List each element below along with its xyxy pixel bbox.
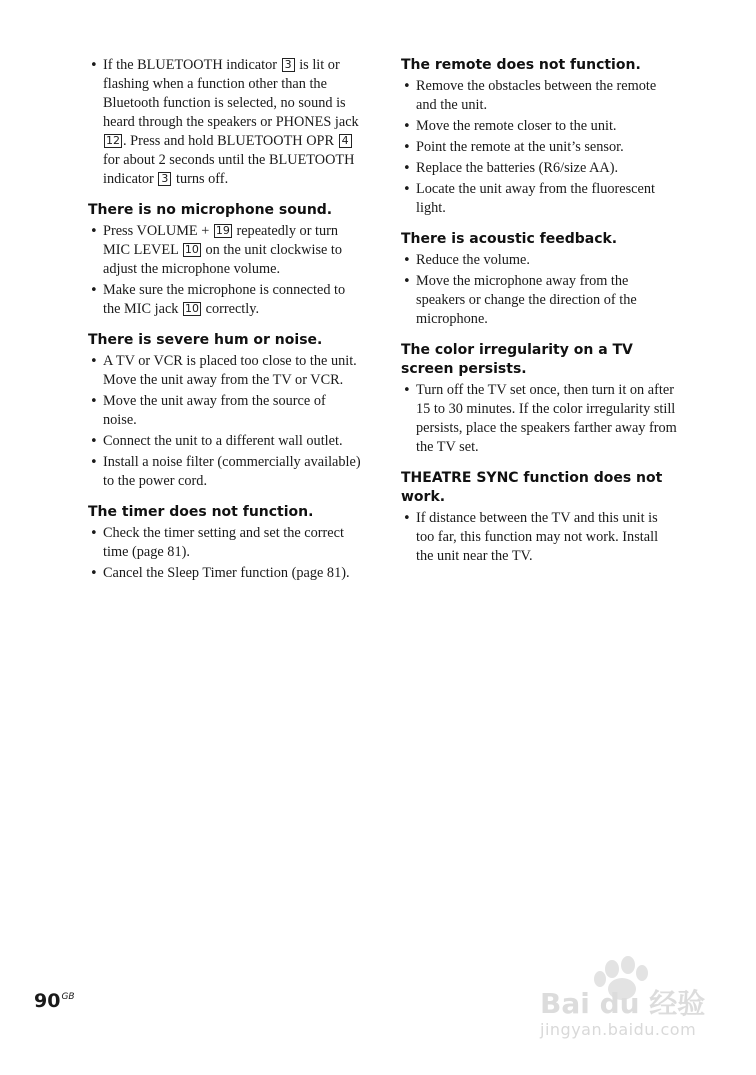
list-item: • Move the microphone away from the speakers or change the direction of the microphone. [403, 273, 637, 327]
watermark-url: jingyan.baidu.com [540, 1020, 697, 1039]
list-item: • Install a noise filter (commercially available) to the power cord. [90, 454, 361, 489]
key-marker: 10 [185, 302, 200, 315]
bullet-icon: • [403, 161, 411, 176]
right-column [401, 56, 679, 578]
list-item: • If distance between the TV and this unit is too far, this function may not work. Install the unit near the TV. [403, 510, 659, 564]
bullet-icon: • [90, 283, 98, 298]
bullet-icon: • [90, 224, 98, 239]
list-item: • Remove the obstacles between the remote and the unit. [403, 78, 657, 113]
bullet-icon: • [90, 455, 98, 470]
bullet-icon: • [403, 383, 411, 398]
key-marker: 19 [215, 224, 230, 237]
bullet-icon: • [403, 140, 411, 155]
bullet-icon: • [403, 119, 411, 134]
key-marker: 3 [282, 58, 295, 72]
section-heading: There is acoustic feedback. [401, 231, 618, 247]
section-heading: The timer does not function. [88, 504, 314, 520]
page-number: $90^{GB}$ [34, 990, 75, 1012]
mic-section [88, 201, 363, 319]
list-item: • Press VOLUME + 19 repeatedly or turn MIC LEVEL 10 on the unit clockwise to adjust the microphone volume. [90, 223, 343, 277]
list-item: • Turn off the TV set once, then turn it on after 15 to 30 minutes. If the color irregularity still persists, place the speakers farther away from the TV set. [403, 382, 677, 455]
hum-section [88, 331, 363, 491]
left-column [88, 56, 363, 595]
list-item: • Move the unit away from the source of noise. [90, 393, 326, 428]
list-item: • Check the timer setting and set the correct time (page 81). [90, 525, 344, 560]
list-item: • Make sure the microphone is connected to the MIC jack 10 correctly. [90, 282, 346, 317]
section-heading: There is no microphone sound. [88, 202, 333, 218]
list-item: • A TV or VCR is placed too close to the unit. Move the unit away from the TV or VCR. [90, 353, 357, 388]
bullet-icon: • [90, 354, 98, 369]
list-item: • Replace the batteries (R6/size AA). [403, 160, 619, 176]
bluetooth-note [88, 56, 363, 189]
key-marker: 10 [184, 243, 199, 256]
list-item: • Connect the unit to a different wall outlet. [90, 433, 343, 449]
list-item: • If the BLUETOOTH indicator 3 is lit or flashing when a function other than the Bluetooth function is selected, no sound is heard through the speakers or PHONES jack 12 . Press and hold BLUETOOTH OPR 4 for about 2 seconds until the BLUETOOTH indicator 3 turns off. [90, 57, 359, 187]
bullet-icon: • [90, 566, 98, 581]
section-heading: There is severe hum or noise. [88, 332, 323, 348]
timer-section [88, 503, 363, 583]
bullet-icon: • [403, 511, 411, 526]
section-heading: The remote does not function. [401, 57, 641, 73]
bullet-icon: • [90, 394, 98, 409]
page-suffix: GB [61, 992, 75, 1002]
feedback-section [401, 230, 679, 329]
key-marker: 12 [106, 134, 120, 147]
section-heading: THEATRE SYNC function does not work. [401, 470, 663, 505]
list-item: • Cancel the Sleep Timer function (page 81). [90, 565, 350, 581]
remote-section [401, 56, 679, 218]
list-item: • Reduce the volume. [403, 252, 530, 268]
sync-section [401, 469, 679, 566]
color-section [401, 341, 679, 457]
list-item: • Point the remote at the unit’s sensor. [403, 139, 624, 155]
section-heading: The color irregularity on a TV screen persists. [401, 342, 633, 377]
bullet-icon: • [403, 79, 411, 94]
bullet-icon: • [403, 182, 411, 197]
list-item: • Move the remote closer to the unit. [403, 118, 617, 134]
bullet-icon: • [90, 434, 98, 449]
bullet-icon: • [403, 253, 411, 268]
key-marker: 3 [158, 172, 171, 186]
key-marker: 4 [339, 134, 352, 148]
watermark-brand: Bai du 经验 [540, 987, 706, 1020]
bullet-icon: • [90, 526, 98, 541]
bullet-icon: • [90, 58, 98, 73]
bullet-icon: • [403, 274, 411, 289]
list-item: • Locate the unit away from the fluorescent light. [403, 181, 655, 216]
